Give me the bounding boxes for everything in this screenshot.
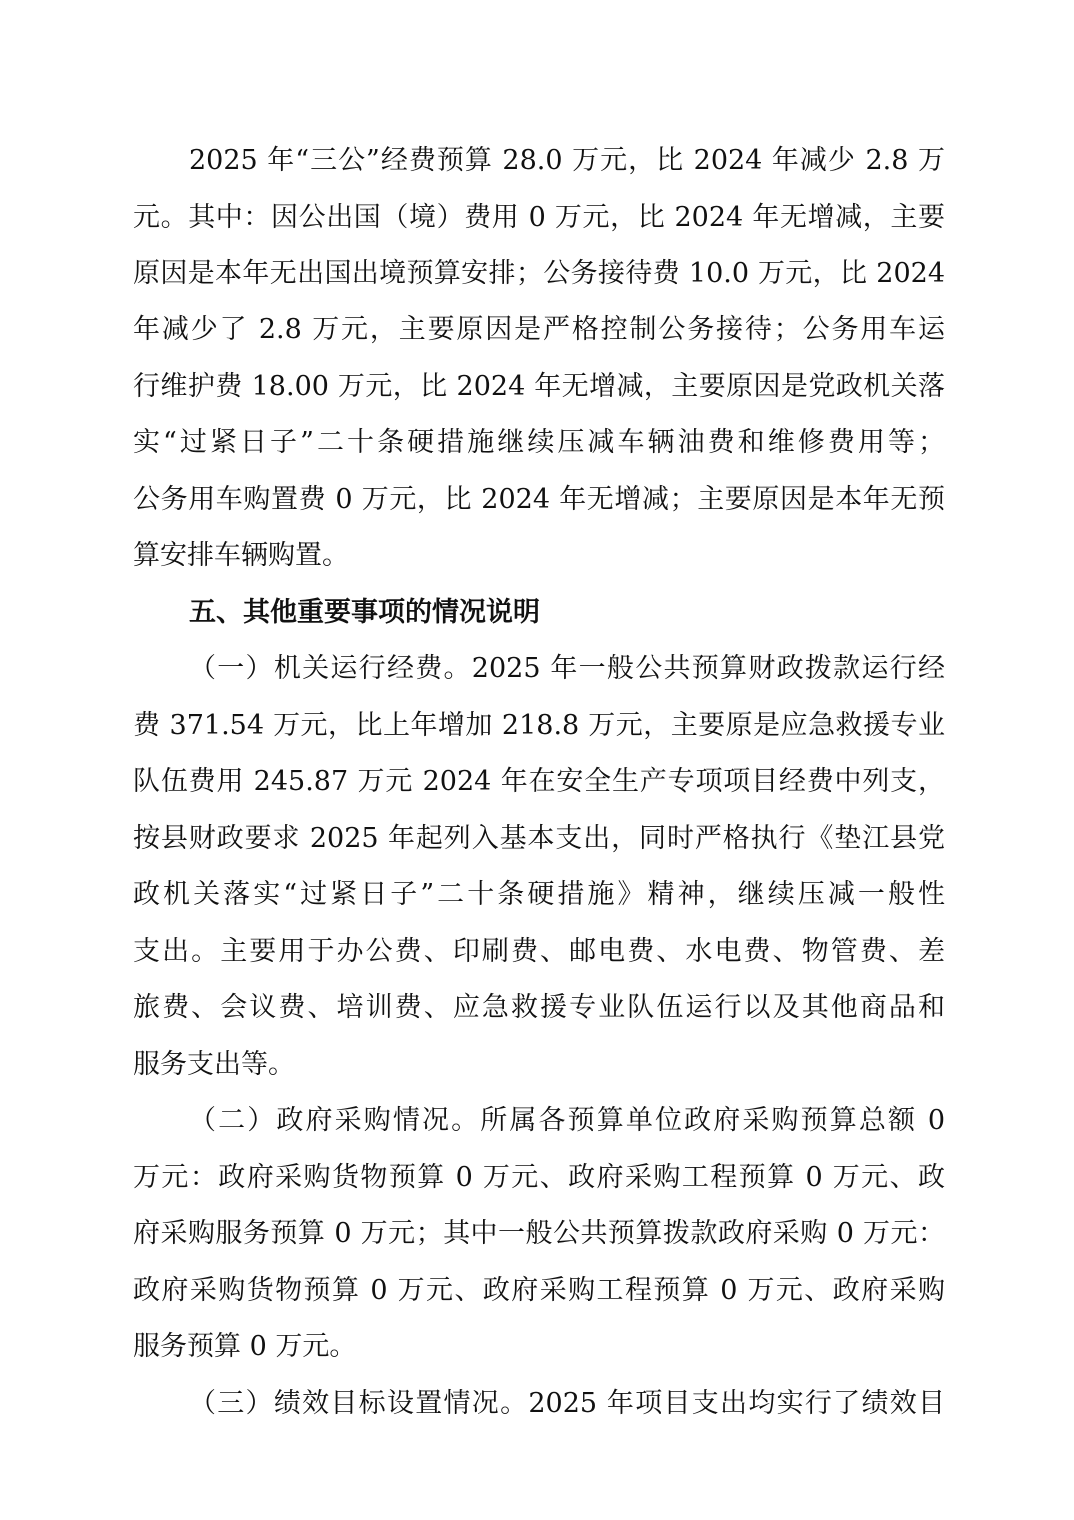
text-line: 府采购服务预算 0 万元；其中一般公共预算拨款政府采购 0 万元： bbox=[133, 1218, 945, 1249]
text-line: 2025 年“三公”经费预算 28.0 万元，比 2024 年减少 2.8 万 bbox=[189, 145, 945, 176]
text-line: 原因是本年无出国出境预算安排；公务接待费 10.0 万元，比 2024 bbox=[133, 258, 945, 289]
text-line: 服务预算 0 万元。 bbox=[133, 1331, 357, 1362]
text-line: 算安排车辆购置。 bbox=[133, 540, 349, 571]
text-line: 年减少了 2.8 万元，主要原因是严格控制公务接待；公务用车运 bbox=[133, 314, 945, 345]
text-line: 政机关落实“过紧日子”二十条硬措施》精神，继续压减一般性 bbox=[133, 879, 945, 910]
text-line: 队伍费用 245.87 万元 2024 年在安全生产专项项目经费中列支， bbox=[133, 766, 945, 797]
text-line: 费 371.54 万元，比上年增加 218.8 万元，主要原是应急救援专业 bbox=[133, 710, 945, 741]
text-line: 政府采购货物预算 0 万元、政府采购工程预算 0 万元、政府采购 bbox=[133, 1275, 945, 1306]
text-line: 元。其中：因公出国（境）费用 0 万元，比 2024 年无增减，主要 bbox=[133, 202, 945, 233]
text-line: 按县财政要求 2025 年起列入基本支出，同时严格执行《垫江县党 bbox=[133, 823, 945, 854]
section-heading: 五、其他重要事项的情况说明 bbox=[189, 597, 540, 628]
text-line: 支出。主要用于办公费、印刷费、邮电费、水电费、物管费、差 bbox=[133, 936, 945, 967]
text-line: 实“过紧日子”二十条硬措施继续压减车辆油费和维修费用等； bbox=[133, 427, 945, 458]
text-line: （三）绩效目标设置情况。2025 年项目支出均实行了绩效目 bbox=[189, 1388, 945, 1419]
text-line: （一）机关运行经费。2025 年一般公共预算财政拨款运行经 bbox=[189, 653, 945, 684]
text-line: 服务支出等。 bbox=[133, 1049, 295, 1080]
text-line: 公务用车购置费 0 万元，比 2024 年无增减；主要原因是本年无预 bbox=[133, 484, 945, 515]
text-line: （二）政府采购情况。所属各预算单位政府采购预算总额 0 bbox=[189, 1105, 945, 1136]
text-line: 万元：政府采购货物预算 0 万元、政府采购工程预算 0 万元、政 bbox=[133, 1162, 945, 1193]
text-line: 行维护费 18.00 万元，比 2024 年无增减，主要原因是党政机关落 bbox=[133, 371, 945, 402]
text-line: 旅费、会议费、培训费、应急救援专业队伍运行以及其他商品和 bbox=[133, 992, 945, 1023]
